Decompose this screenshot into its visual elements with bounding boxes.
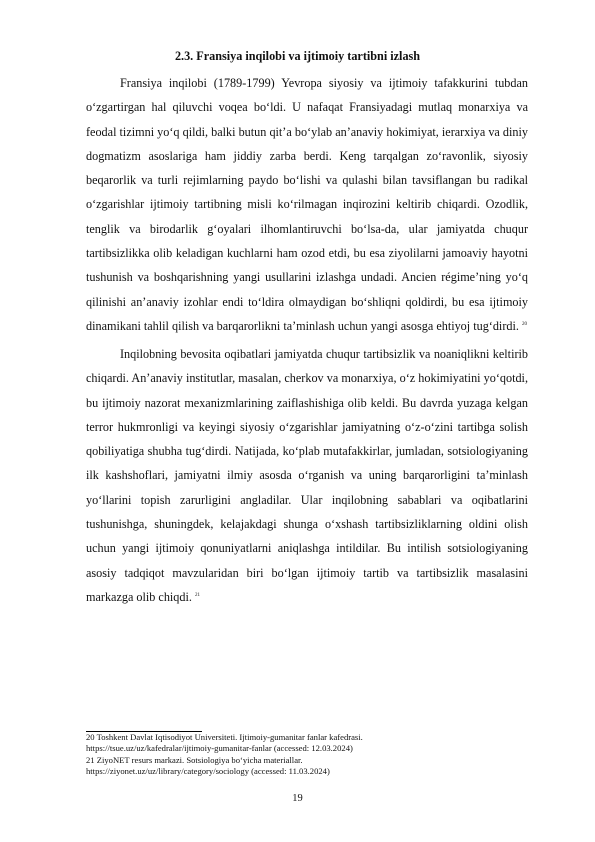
paragraph-2: [86, 342, 528, 609]
footnote-ref-21[interactable]: 21: [194, 592, 200, 598]
footnote-ref-20[interactable]: 20: [521, 321, 527, 327]
paragraph-1-text: Fransiya inqilobi (1789-1799) Yevropa siyosiy va ijtimoiy tafakkurini tubdan o‘zgartirgan hal qiluvchi voqea bo‘ldi. U nafaqat Fransiyadagi mutlaq monarxiya va feodal tizimni yo‘q qildi, balki butun qit’a bo‘ylab an’anaviy hokimiyat, ierarxiya va diniy dogmatizm asoslariga ham jiddiy zarba berdi. Keng tarqalgan zo‘ravonlik, siyosiy beqarorlik va turli rejimlarning paydo bo‘lishi va qulashi bilan tavsiflangan bu radikal o‘zgarishlar ijtimoiy tartibning misli ko‘rilmagan inqirozini keltirib chiqardi. Ozodlik, tenglik va birodarlik g‘oyalari ilhomlantiruvchi bo‘lsa-da, ular jamiyatda chuqur tartibsizlikka olib keladigan kuchlarni ham ozod etdi, bu esa ziyolilarni jamoaviy hayotni tushunish va boshqarishning yangi usullarini izlashga undadi. Ancien régime’ning yo‘q qilinishi an’anaviy izohlar endi to‘ldira olmaydigan bo‘shliqni qoldirdi, bu esa ijtimoiy dinamikani tahlil qilish va barqarorlikni ta’minlash uchun yangi asosga ehtiyoj tug‘dirdi.: [86, 76, 528, 333]
page-number: 19: [292, 793, 303, 804]
footnote-21-source: 21 ZiyoNET resurs markazi. Sotsiologiya bo‘yicha materiallar.: [86, 754, 303, 765]
footnote-20-source: 20 Toshkent Davlat Iqtisodiyot Universiteti. Ijtimoiy-gumanitar fanlar kafedrasi.: [86, 732, 363, 742]
section-heading: 2.3. Fransiya inqilobi va ijtimoiy tartibni izlash: [174, 49, 421, 63]
footnotes: [86, 732, 546, 778]
paragraph-2-text: Inqilobning bevosita oqibatlari jamiyatda chuqur tartibsizlik va noaniqlikni keltirib chiqardi. An’anaviy institutlar, masalan, cherkov va monarxiya, o‘z hokimiyatini yo‘qotdi, bu ijtimoiy nazorat mexanizmlarining zaiflashishiga olib keldi. Bu davrda yuzaga kelgan terror hukmronligi va keyingi siyosiy o‘zgarishlar jamiyatning o‘z-o‘zini tartibga solish qobiliyatiga shubha tug‘dirdi. Natijada, ko‘plab mutafakkirlar, jumladan, sotsiologiyaning ilk kashshoflari, jamiyatni ilmiy asosda o‘rganish va uning barqarorligini ta’minlash yo‘llarini topish zarurligini angladilar. Ular inqilobning sabablari va oqibatlarini tushunishga, shuningdek, kelajakdagi shunga o‘xshash tartibsizliklarning oldini olish uchun yangi ijtimoiy qonuniyatlarni aniqlashga intildilar. Bu intilish sotsiologiyaning asosiy tadqiqot mavzularidan biri bo‘lgan ijtimoiy tartib va tartibsizlik masalasini markazga olib chiqdi.: [86, 347, 528, 604]
footnote-21-link[interactable]: https://ziyonet.uz/uz/library/category/sociology (accessed: 11.03.2024): [86, 766, 330, 777]
paragraph-1: [86, 71, 528, 338]
footnote-20-link[interactable]: https://tsue.uz/uz/kafedralar/ijtimoiy-gumanitar-fanlar (accessed: 12.03.2024): [86, 743, 353, 754]
